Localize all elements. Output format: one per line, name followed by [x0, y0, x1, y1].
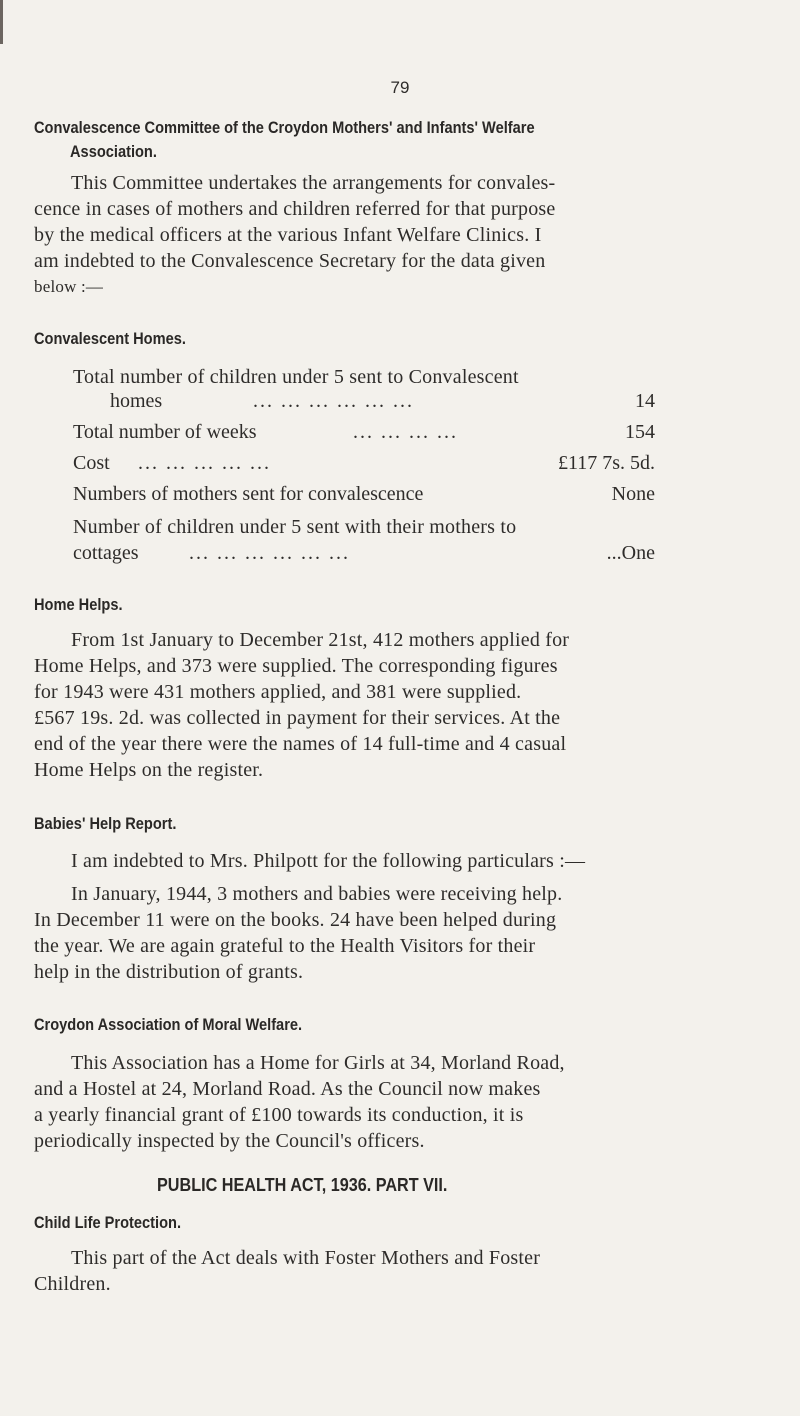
- convalescence-line: below :—: [34, 277, 104, 296]
- homes-row-children: [73, 390, 655, 416]
- moral-welfare-line: This Association has a Home for Girls at 34, Morland Road,: [71, 1052, 565, 1074]
- babies-help-line: I am indebted to Mrs. Philpott for the following particulars :—: [71, 850, 586, 872]
- leader-dots: ... ... ... ... ...: [138, 452, 271, 474]
- leader-dots: ... ... ... ... ... ...: [189, 542, 350, 564]
- convalescent-homes-heading: Convalescent Homes.: [34, 329, 186, 348]
- convalescence-line: cence in cases of mothers and children referred for that purpose: [34, 198, 556, 220]
- homes-row-value: ...One: [606, 542, 655, 564]
- home-helps-line: end of the year there were the names of 14 full-time and 4 casual: [34, 733, 567, 755]
- moral-welfare-line: and a Hostel at 24, Morland Road. As the Council now makes: [34, 1078, 541, 1100]
- convalescence-heading-line1: Convalescence Committee of the Croydon Mothers' and Infants' Welfare: [34, 118, 535, 137]
- babies-help-line: help in the distribution of grants.: [34, 961, 304, 983]
- scan-edge-mark: [0, 0, 3, 44]
- babies-help-line: the year. We are again grateful to the Health Visitors for their: [34, 935, 536, 957]
- convalescence-heading-line2: Association.: [70, 142, 157, 161]
- leader-dots: ... ... ... ...: [353, 421, 458, 443]
- homes-row-weeks: [73, 421, 655, 447]
- homes-row5-line1: Number of children under 5 sent with their mothers to: [73, 516, 517, 538]
- homes-row1-line1: Total number of children under 5 sent to Convalescent: [73, 366, 519, 388]
- child-life-line: This part of the Act deals with Foster Mothers and Foster: [71, 1247, 541, 1269]
- homes-row-value: None: [611, 483, 655, 505]
- babies-help-line: In December 11 were on the books. 24 have been helped during: [34, 909, 557, 931]
- home-helps-heading: Home Helps.: [34, 595, 123, 614]
- convalescence-line: am indebted to the Convalescence Secretary for the data given: [34, 250, 546, 272]
- homes-row-label: homes: [110, 390, 163, 412]
- leader-dots: ... ... ... ... ... ...: [253, 390, 414, 412]
- homes-row-value: 14: [635, 390, 655, 412]
- child-life-heading: Child Life Protection.: [34, 1213, 182, 1232]
- homes-row-label: Total number of weeks: [73, 421, 257, 443]
- babies-help-heading: Babies' Help Report.: [34, 814, 177, 833]
- public-health-act-heading: PUBLIC HEALTH ACT, 1936. PART VII.: [157, 1175, 448, 1195]
- moral-welfare-line: a yearly financial grant of £100 towards its conduction, it is: [34, 1104, 524, 1126]
- homes-row-mothers: [73, 483, 655, 509]
- home-helps-line: Home Helps on the register.: [34, 759, 264, 781]
- convalescence-line: by the medical officers at the various Infant Welfare Clinics. I: [34, 224, 542, 246]
- home-helps-line: Home Helps, and 373 were supplied. The corresponding figures: [34, 655, 558, 677]
- homes-row-label: Cost: [73, 452, 110, 474]
- homes-row-value: £117 7s. 5d.: [557, 452, 655, 474]
- home-helps-line: From 1st January to December 21st, 412 mothers applied for: [71, 629, 570, 651]
- moral-welfare-line: periodically inspected by the Council's officers.: [34, 1130, 425, 1152]
- convalescence-line: This Committee undertakes the arrangements for convales-: [71, 172, 556, 194]
- moral-welfare-heading: Croydon Association of Moral Welfare.: [34, 1015, 303, 1034]
- homes-row-value: 154: [625, 421, 655, 443]
- homes-row-cost: [73, 452, 655, 478]
- child-life-line: Children.: [34, 1273, 111, 1295]
- homes-row-label: cottages: [73, 542, 139, 564]
- homes-row-label: Numbers of mothers sent for convalescence: [73, 483, 424, 505]
- homes-row-cottages: [73, 542, 655, 568]
- babies-help-line: In January, 1944, 3 mothers and babies were receiving help.: [71, 883, 563, 905]
- page-number: 79: [390, 78, 410, 97]
- home-helps-line: for 1943 were 431 mothers applied, and 381 were supplied.: [34, 681, 522, 703]
- home-helps-line: £567 19s. 2d. was collected in payment for their services. At the: [34, 707, 561, 729]
